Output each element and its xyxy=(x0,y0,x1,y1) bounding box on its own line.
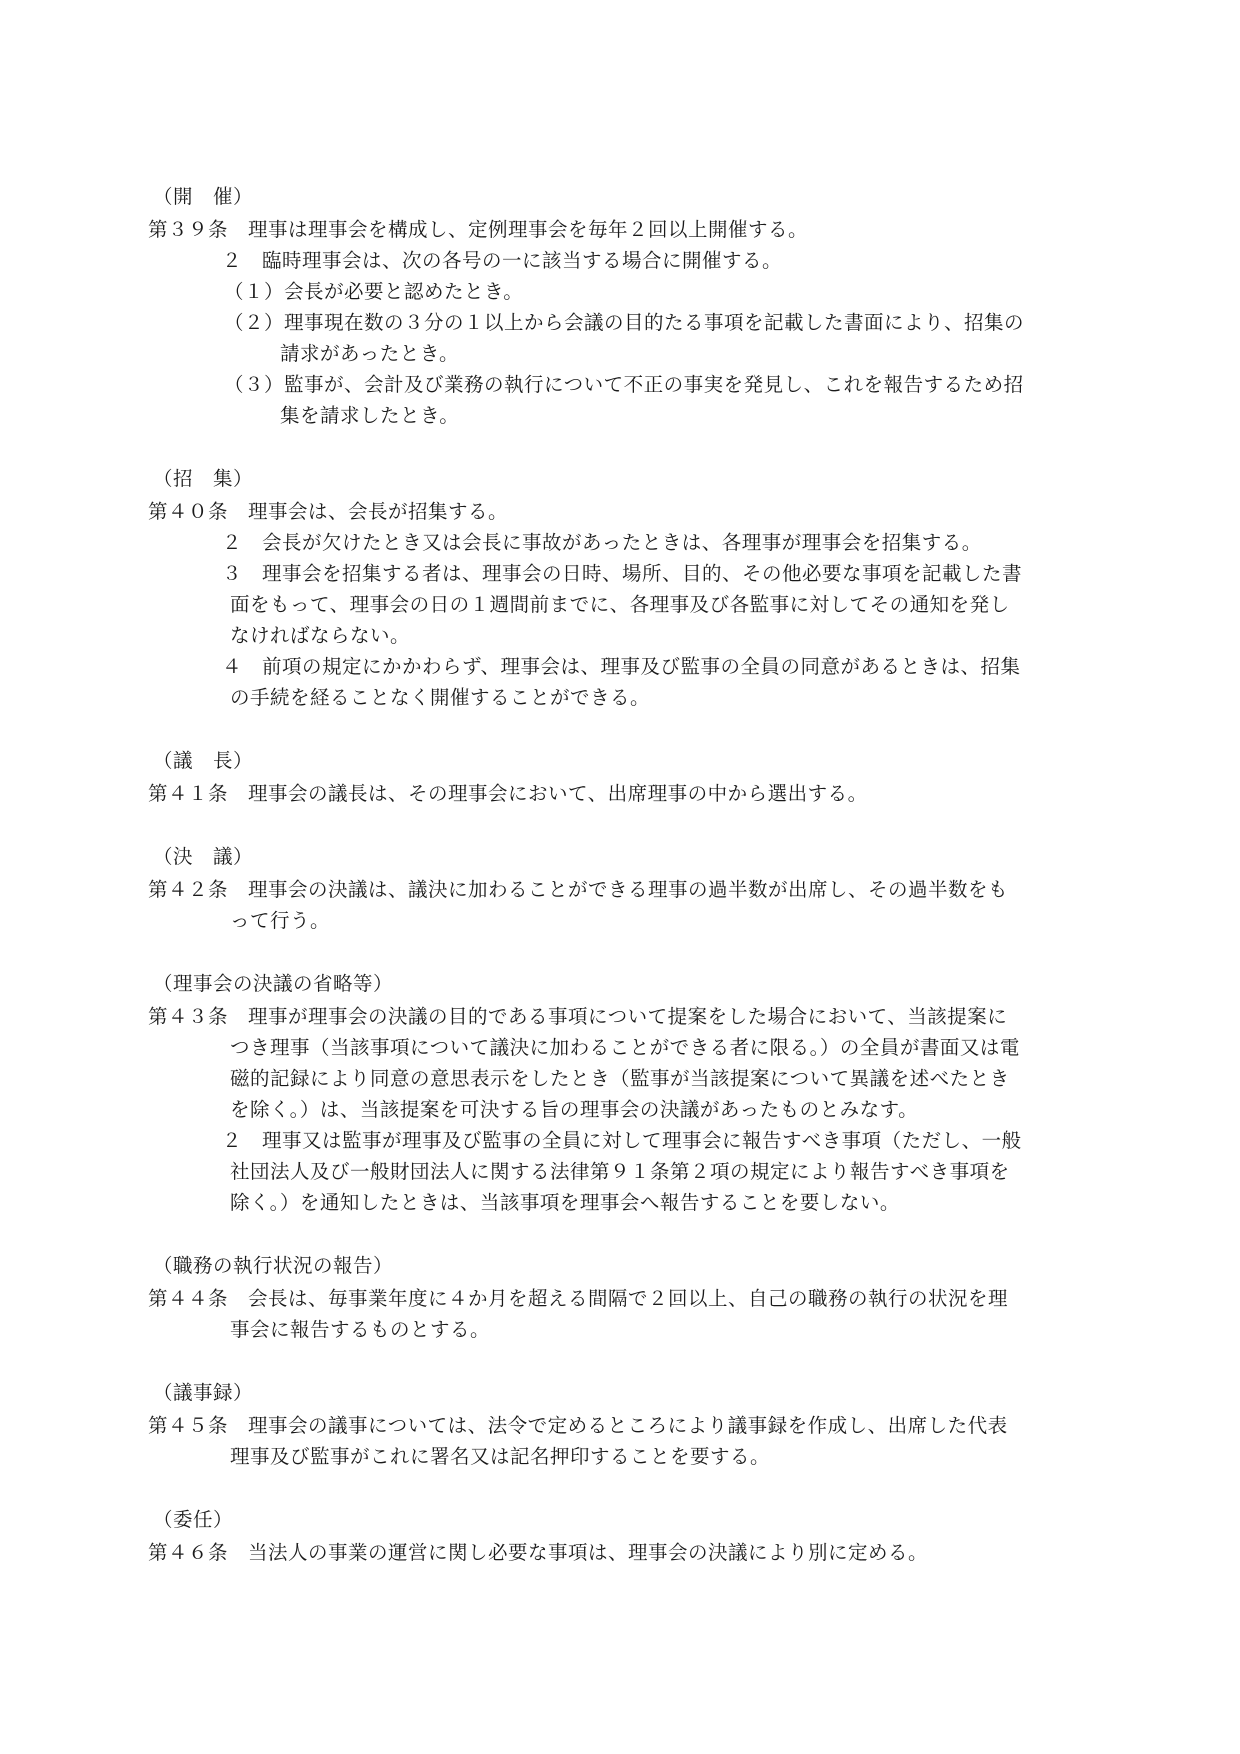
heading-gijiroku: （議事録） xyxy=(153,1381,254,1404)
article-43-cont-2: 磁的記録により同意の意思表示をしたとき（監事が当該提案について異議を述べたとき xyxy=(230,1067,1010,1090)
article-40-para-3: ３ 理事会を招集する者は、理事会の日時、場所、目的、その他必要な事項を記載した書 xyxy=(222,562,1023,585)
article-39-item-3: （３）監事が、会計及び業務の執行について不正の事実を発見し、これを報告するため招 xyxy=(224,373,1024,396)
article-46: 第４６条 当法人の事業の運営に関し必要な事項は、理事会の決議により別に定める。 xyxy=(148,1541,929,1564)
article-40-para-4: ４ 前項の規定にかかわらず、理事会は、理事及び監事の全員の同意があるときは、招集 xyxy=(222,655,1021,678)
article-44-cont: 事会に報告するものとする。 xyxy=(230,1318,491,1341)
heading-shokumu-hokoku: （職務の執行状況の報告） xyxy=(153,1254,394,1277)
article-43-para-2-cont-2: 除く。）を通知したときは、当該事項を理事会へ報告することを要しない。 xyxy=(230,1191,900,1214)
article-43-para-2: ２ 理事又は監事が理事及び監事の全員に対して理事会に報告すべき事項（ただし、一般 xyxy=(222,1129,1022,1152)
heading-kaisai: （開 催） xyxy=(153,185,254,208)
heading-gicho: （議 長） xyxy=(153,749,254,772)
article-43: 第４３条 理事が理事会の決議の目的である事項について提案をした場合において、当該提案に xyxy=(148,1005,1008,1028)
article-39-para-2: ２ 臨時理事会は、次の各号の一に該当する場合に開催する。 xyxy=(222,249,783,272)
article-39: 第３９条 理事は理事会を構成し、定例理事会を毎年２回以上開催する。 xyxy=(148,218,809,241)
article-43-cont-1: つき理事（当該事項について議決に加わることができる者に限る。）の全員が書面又は電 xyxy=(230,1036,1020,1059)
article-43-cont-3: を除く。）は、当該提案を可決する旨の理事会の決議があったものとみなす。 xyxy=(230,1098,919,1121)
article-39-item-3-cont: 集を請求したとき。 xyxy=(280,404,460,427)
article-39-item-2-cont: 請求があったとき。 xyxy=(280,342,460,365)
article-45: 第４５条 理事会の議事については、法令で定めるところにより議事録を作成し、出席した代表 xyxy=(148,1414,1008,1437)
heading-inin: （委任） xyxy=(153,1508,234,1531)
article-42: 第４２条 理事会の決議は、議決に加わることができる理事の過半数が出席し、その過半数をも xyxy=(148,878,1009,901)
article-39-item-2: （２）理事現在数の３分の１以上から会議の目的たる事項を記載した書面により、招集の xyxy=(224,311,1025,334)
heading-shoshu: （招 集） xyxy=(153,467,254,490)
article-40-para-4-cont: の手続を経ることなく開催することができる。 xyxy=(230,686,651,709)
article-42-cont: って行う。 xyxy=(230,909,331,932)
heading-ketsugi-shoryaku: （理事会の決議の省略等） xyxy=(153,972,394,995)
article-40: 第４０条 理事会は、会長が招集する。 xyxy=(148,500,509,523)
article-40-para-3-cont-1: 面をもって、理事会の日の１週間前までに、各理事及び各監事に対してその通知を発し xyxy=(230,593,1010,616)
article-41: 第４１条 理事会の議長は、その理事会において、出席理事の中から選出する。 xyxy=(148,782,868,805)
article-45-cont: 理事及び監事がこれに署名又は記名押印することを要する。 xyxy=(230,1445,771,1468)
heading-ketsugi: （決 議） xyxy=(153,845,254,868)
article-40-para-2: ２ 会長が欠けたとき又は会長に事故があったときは、各理事が理事会を招集する。 xyxy=(222,531,982,554)
article-40-para-3-cont-2: なければならない。 xyxy=(230,624,411,647)
article-43-para-2-cont-1: 社団法人及び一般財団法人に関する法律第９１条第２項の規定により報告すべき事項を xyxy=(230,1160,1010,1183)
article-44: 第４４条 会長は、毎事業年度に４か月を超える間隔で２回以上、自己の職務の執行の状況を理 xyxy=(148,1287,1009,1310)
article-39-item-1: （１）会長が必要と認めたとき。 xyxy=(224,280,524,303)
